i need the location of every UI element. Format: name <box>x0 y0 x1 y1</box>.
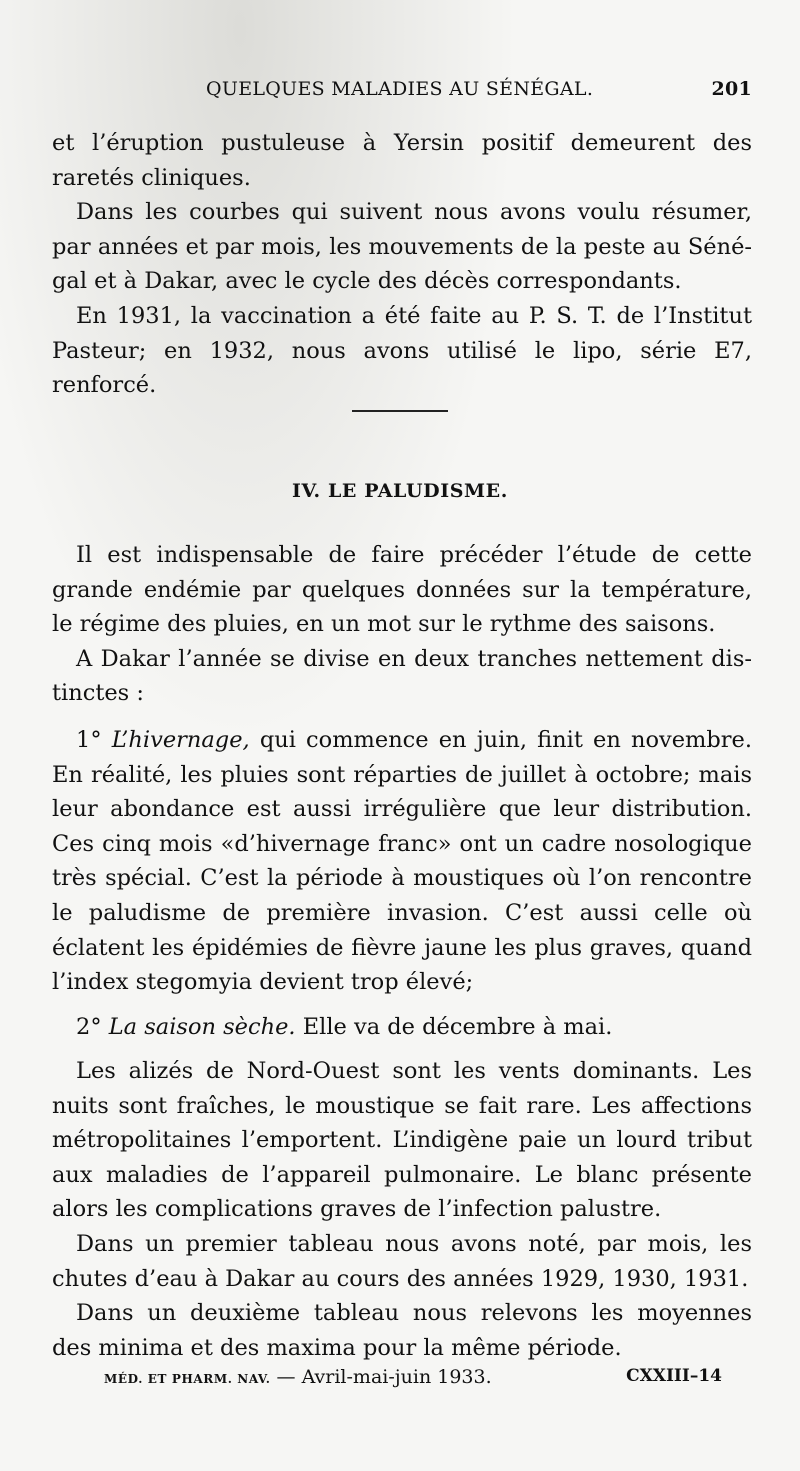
item-number: 2° <box>76 1013 102 1040</box>
footer-citation <box>104 1366 492 1388</box>
enumerated-paragraph <box>52 723 752 1000</box>
signature-mark: CXXIII–14 <box>626 1366 722 1386</box>
issue-date: — Avril-mai-juin 1933. <box>276 1366 492 1388</box>
journal-abbrev: MÉD. ET PHARM. NAV. <box>104 1372 271 1386</box>
paragraph: Dans un premier tableau nous avons noté, par mois, les chutes d’eau à Dakar au cours des années 1929, 1930, 1931. <box>52 1230 752 1292</box>
item-text: Elle va de décembre à mai. <box>295 1013 613 1040</box>
text-block-plague <box>52 126 752 403</box>
enumerated-paragraph <box>52 1010 752 1045</box>
paragraph: Il est indispensable de faire précéder l’étude de cette grande endémie par quelques données sur la température, le régime des pluies, en un mot sur le rythme des saisons. <box>52 542 752 638</box>
text-block-dry-season <box>52 1054 752 1365</box>
paragraph: Dans un deuxième tableau nous relevons les moyennes des minima et des maxima pour la même période. <box>52 1300 752 1361</box>
paragraph: A Dakar l’année se divise en deux tranches nettement distinctes : <box>52 645 752 707</box>
paragraph: et l’éruption pustuleuse à Yersin positif demeurent des raretés cliniques. <box>52 130 752 191</box>
paragraph: Les alizés de Nord-Ouest sont les vents dominants. Les nuits sont fraîches, le moustique se fait rare. Les affections métropolitaines l’emportent. L’indigène paie un lourd tribut aux maladies de l’appareil pulmonaire. Le blanc présente alors les complications graves de l’infection palustre. <box>52 1058 752 1223</box>
section-heading: IV. LE PALUDISME. <box>292 480 508 502</box>
item-term: L’hivernage, <box>111 726 250 753</box>
running-header <box>206 78 752 108</box>
paragraph: Dans les courbes qui suivent nous avons voulu résumer, par années et par mois, les mouvements de la peste au Sénégal et à Dakar, avec le cycle des décès correspondants. <box>52 199 752 295</box>
section-divider <box>352 410 448 412</box>
paragraph: En 1931, la vaccination a été faite au P. S. T. de l’Institut Pasteur; en 1932, nous avons utilisé le lipo, série E7, renforcé. <box>52 302 752 399</box>
page-footer <box>104 1366 722 1396</box>
page-number: 201 <box>711 78 752 100</box>
running-title: QUELQUES MALADIES AU SÉNÉGAL. <box>206 78 594 100</box>
item-term: La saison sèche. <box>108 1013 296 1040</box>
text-block-seasons <box>52 538 752 1044</box>
item-text: qui commence en juin, finit en novembre. En réalité, les pluies sont réparties de juillet à octobre; mais leur abondance est aussi irrégulière que leur distribution. Ces cinq mois «d’hivernage franc» ont un cadre nosologique très spécial. C’est la période à moustiques où l’on rencontre le paludisme de première invasion. C’est aussi celle où éclatent les épidémies de fièvre jaune les plus graves, quand l’index stegomyia devient trop élevé; <box>52 726 752 996</box>
item-number: 1° <box>76 726 102 753</box>
